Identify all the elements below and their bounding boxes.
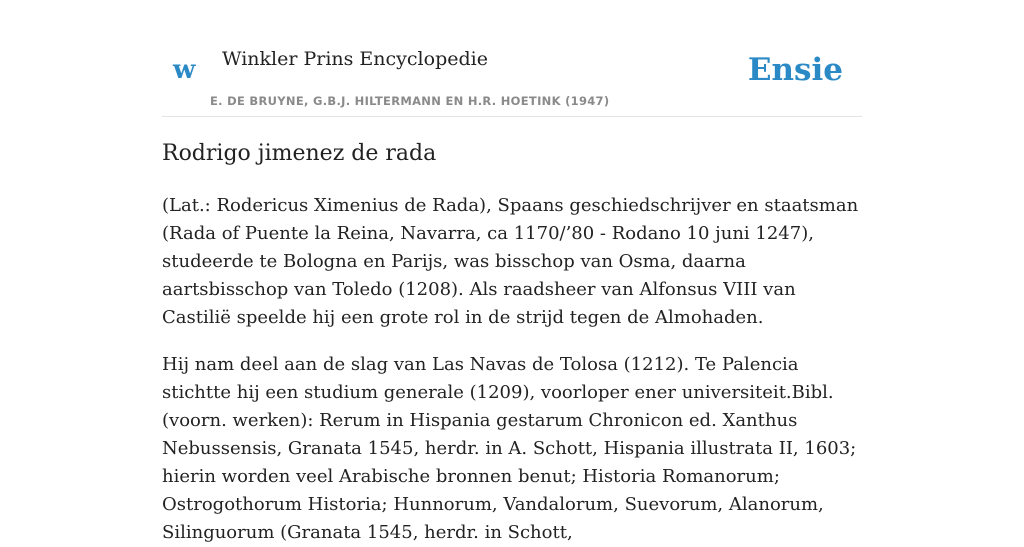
article-title: Rodrigo jimenez de rada [162,141,437,166]
article [162,138,862,547]
encyclopedia-logo[interactable]: w [173,55,196,85]
encyclopedia-title[interactable]: Winkler Prins Encyclopedie [222,48,488,70]
ensie-logo[interactable]: Ensie [747,52,843,88]
article-paragraph: (Lat.: Rodericus Ximenius de Rada), Spaans geschiedschrijver en staatsman (Rada of Puente la Reina, Navarra, ca 1170/’80 - Rodano 10 juni 1247), studeerde te Bologna en Parijs, was bisschop van Osma, daarna aartsbisschop van Toledo (1208). Als raadsheer van Alfonsus VIII van Castilië speelde hij een grote rol in de strijd tegen de Almohaden. [162,195,859,328]
article-paragraph: Hij nam deel aan de slag van Las Navas de Tolosa (1212). Te Palencia stichtte hij een studium generale (1209), voorloper ener universiteit.Bibl. (voorn. werken): Rerum in Hispania gestarum Chronicon ed. Xanthus Nebussensis, Granata 1545, herdr. in A. Schott, Hispania illustrata II, 1603; hierin worden veel Arabische bronnen benut; Historia Romanorum; Ostrogothorum Historia; Hunnorum, Vandalorum, Suevorum, Alanorum, Silinguorum (Granata 1545, herdr. in Schott, [162,354,857,543]
site-header [162,0,862,117]
encyclopedia-authors: E. DE BRUYNE, G.B.J. HILTERMANN EN H.R. HOETINK (1947) [210,94,610,108]
